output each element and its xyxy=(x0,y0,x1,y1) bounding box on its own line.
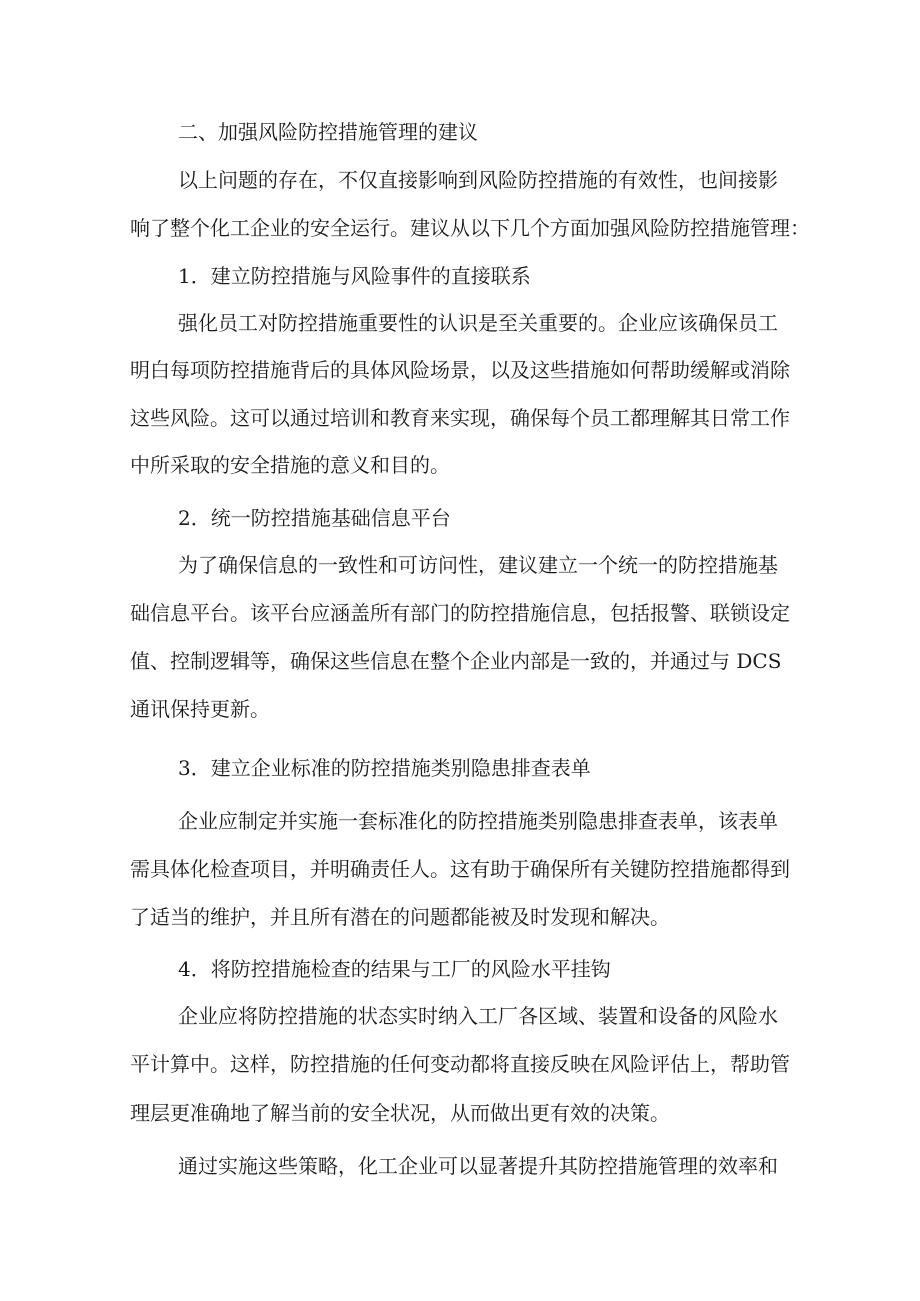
item-2-line-2: 础信息平台。该平台应涵盖所有部门的防控措施信息，包括报警、联锁设定 xyxy=(130,601,790,625)
intro-line-1: 以上问题的存在，不仅直接影响到风险防控措施的有效性，也间接影 xyxy=(178,168,778,192)
item-1-line-2: 明白每项防控措施背后的具体风险场景，以及这些措施如何帮助缓解或消除 xyxy=(130,358,790,382)
item-2-line-4: 通讯保持更新。 xyxy=(130,697,270,721)
item-3-line-3: 了适当的维护，并且所有潜在的问题都能被及时发现和解决。 xyxy=(130,905,670,929)
item-1-line-4: 中所采取的安全措施的意义和目的。 xyxy=(130,453,450,477)
item-2-heading: 2．统一防控措施基础信息平台 xyxy=(178,506,451,530)
item-3-line-1: 企业应制定并实施一套标准化的防控措施类别隐患排查表单，该表单 xyxy=(178,809,778,833)
item-4-line-3: 理层更准确地了解当前的安全状况，从而做出更有效的决策。 xyxy=(130,1101,670,1125)
item-3-heading: 3．建立企业标准的防控措施类别隐患排查表单 xyxy=(178,756,591,780)
section-heading: 二、加强风险防控措施管理的建议 xyxy=(178,120,478,144)
closing-line: 通过实施这些策略，化工企业可以显著提升其防控措施管理的效率和 xyxy=(178,1154,778,1178)
item-4-line-2: 平计算中。这样，防控措施的任何变动都将直接反映在风险评估上，帮助管 xyxy=(130,1052,790,1076)
item-3-line-2: 需具体化检查项目，并明确责任人。这有助于确保所有关键防控措施都得到 xyxy=(130,857,790,881)
item-1-line-3: 这些风险。这可以通过培训和教育来实现，确保每个员工都理解其日常工作 xyxy=(130,406,790,430)
item-1-line-1: 强化员工对防控措施重要性的认识是至关重要的。企业应该确保员工 xyxy=(178,311,778,335)
item-4-heading: 4．将防控措施检查的结果与工厂的风险水平挂钩 xyxy=(178,957,611,981)
item-2-line-1: 为了确保信息的一致性和可访问性，建议建立一个统一的防控措施基 xyxy=(178,553,778,577)
item-1-heading: 1．建立防控措施与风险事件的直接联系 xyxy=(178,264,531,288)
item-2-line-3: 值、控制逻辑等，确保这些信息在整个企业内部是一致的，并通过与 DCS xyxy=(130,649,782,673)
item-4-line-1: 企业应将防控措施的状态实时纳入工厂各区域、装置和设备的风险水 xyxy=(178,1004,778,1028)
intro-line-2: 响了整个化工企业的安全运行。建议从以下几个方面加强风险防控措施管理： xyxy=(130,216,810,240)
